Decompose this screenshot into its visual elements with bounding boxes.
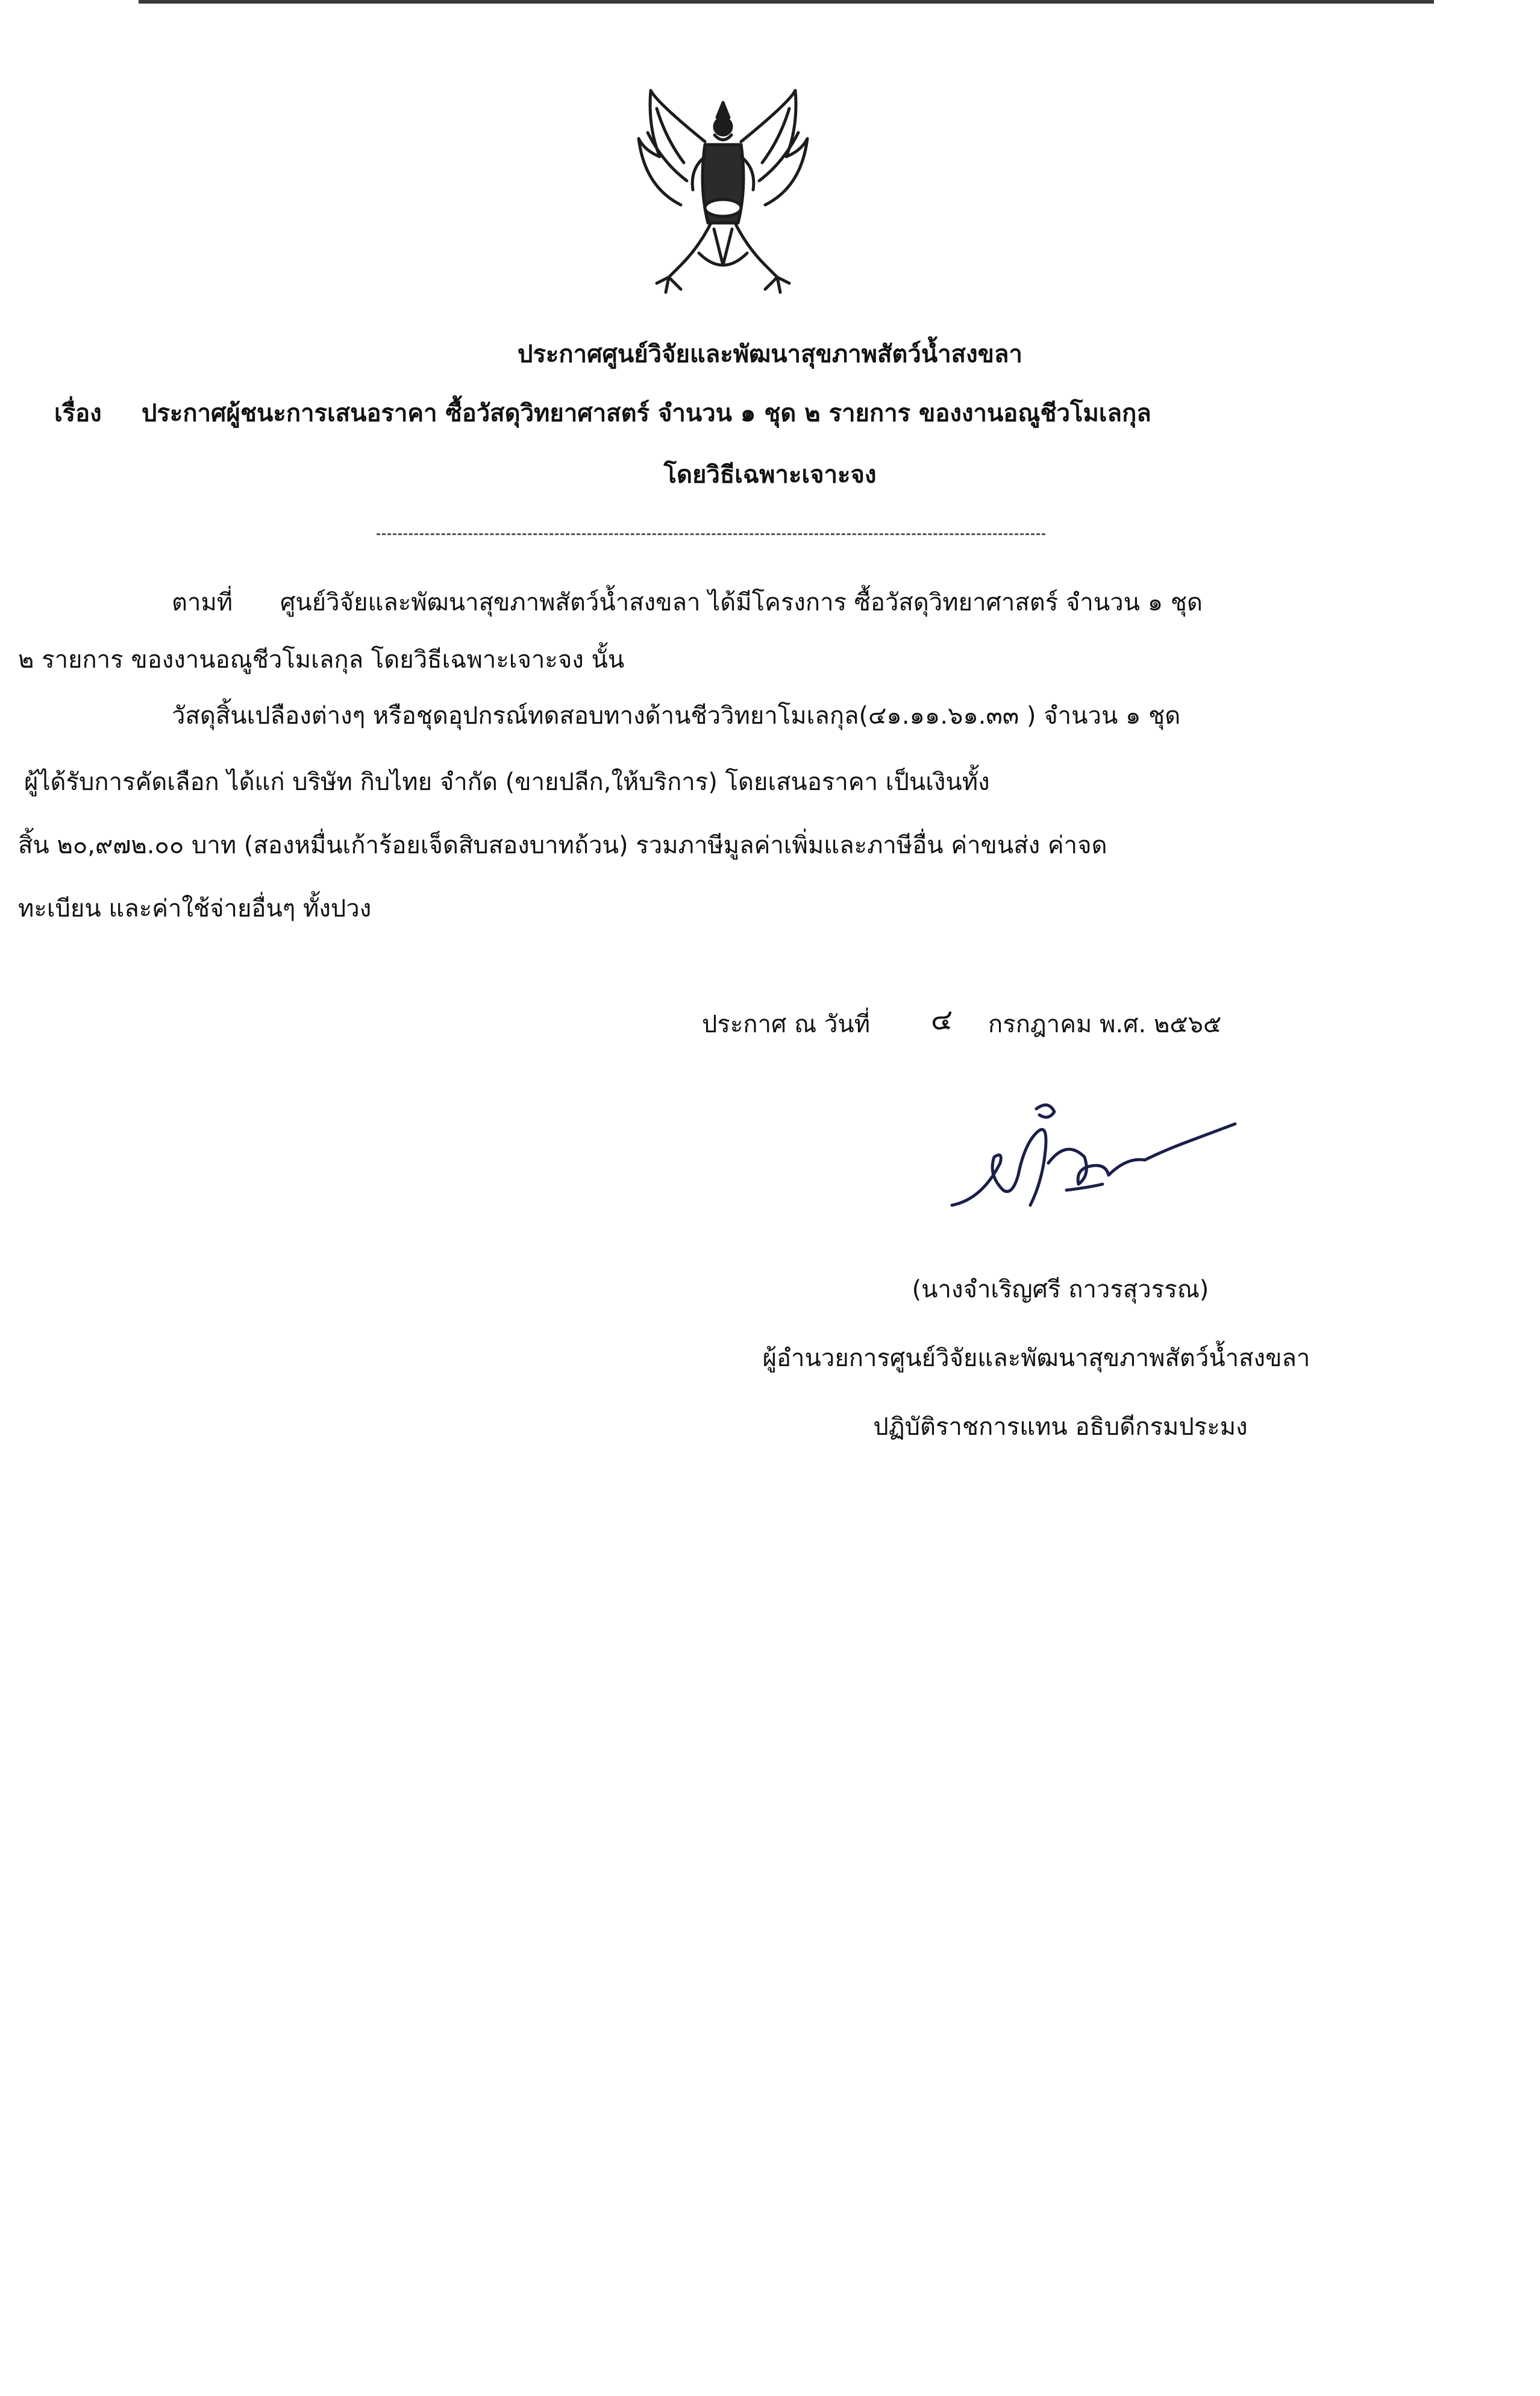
separator-dashed-line	[377, 533, 1045, 535]
paragraph-2-line-4: ทะเบียน และค่าใช้จ่ายอื่นๆ ทั้งปวง	[18, 895, 372, 923]
paragraph-1-line-1: ศูนย์วิจัยและพัฒนาสุขภาพสัตว์น้ำสงขลา ได้มีโครงการ ซื้อวัสดุวิทยาศาสตร์ จำนวน ๑ ชุด	[280, 589, 1203, 616]
subject-label: เรื่อง	[54, 400, 102, 427]
paragraph-1-line-2: ๒ รายการ ของงานอณูชีวโมเลกุล โดยวิธีเฉพาะเจาะจง นั้น	[18, 646, 625, 674]
subject-line-1: ประกาศผู้ชนะการเสนอราคา ซื้อวัสดุวิทยาศาสตร์ จำนวน ๑ ชุด ๒ รายการ ของงานอณูชีวโมเลกุล	[142, 400, 1151, 427]
date-month-year: กรกฎาคม พ.ศ. ๒๕๖๕	[988, 1011, 1222, 1038]
paragraph-1-lead: ตามที่	[172, 589, 233, 616]
subject-line-2: โดยวิธีเฉพาะเจาะจง	[663, 461, 877, 489]
paragraph-2-line-3: สิ้น ๒๐,๙๗๒.๐๐ บาท (สองหมื่นเก้าร้อยเจ็ดสิบสองบาทถ้วน) รวมภาษีมูลค่าเพิ่มและภาษีอื่น ค่าขนส่ง ค่าจด	[18, 832, 1107, 859]
announcement-title: ประกาศศูนย์วิจัยและพัฒนาสุขภาพสัตว์น้ำสงขลา	[518, 340, 1022, 368]
garuda-emblem	[633, 84, 813, 307]
handwritten-signature	[946, 1085, 1241, 1229]
page-top-edge	[139, 0, 1434, 4]
paragraph-2-line-1: วัสดุสิ้นเปลืองต่างๆ หรือชุดอุปกรณ์ทดสอบทางด้านชีววิทยาโมเลกุล(๔๑.๑๑.๖๑.๓๓ ) จำนวน ๑ ชุด	[172, 702, 1181, 730]
paragraph-2-line-2: ผู้ได้รับการคัดเลือก ได้แก่ บริษัท กิบไทย จำกัด (ขายปลีก,ให้บริการ) โดยเสนอราคา เป็นเงินทั้ง	[24, 768, 990, 796]
signer-name: (นางจำเริญศรี ถาวรสุวรรณ)	[912, 1276, 1209, 1303]
signer-acting-for: ปฏิบัติราชการแทน อธิบดีกรมประมง	[873, 1413, 1248, 1441]
date-prefix: ประกาศ ณ วันที่	[702, 1011, 871, 1038]
signer-position: ผู้อำนวยการศูนย์วิจัยและพัฒนาสุขภาพสัตว์น้ำสงขลา	[762, 1344, 1310, 1372]
date-day: ๔	[931, 1003, 953, 1036]
